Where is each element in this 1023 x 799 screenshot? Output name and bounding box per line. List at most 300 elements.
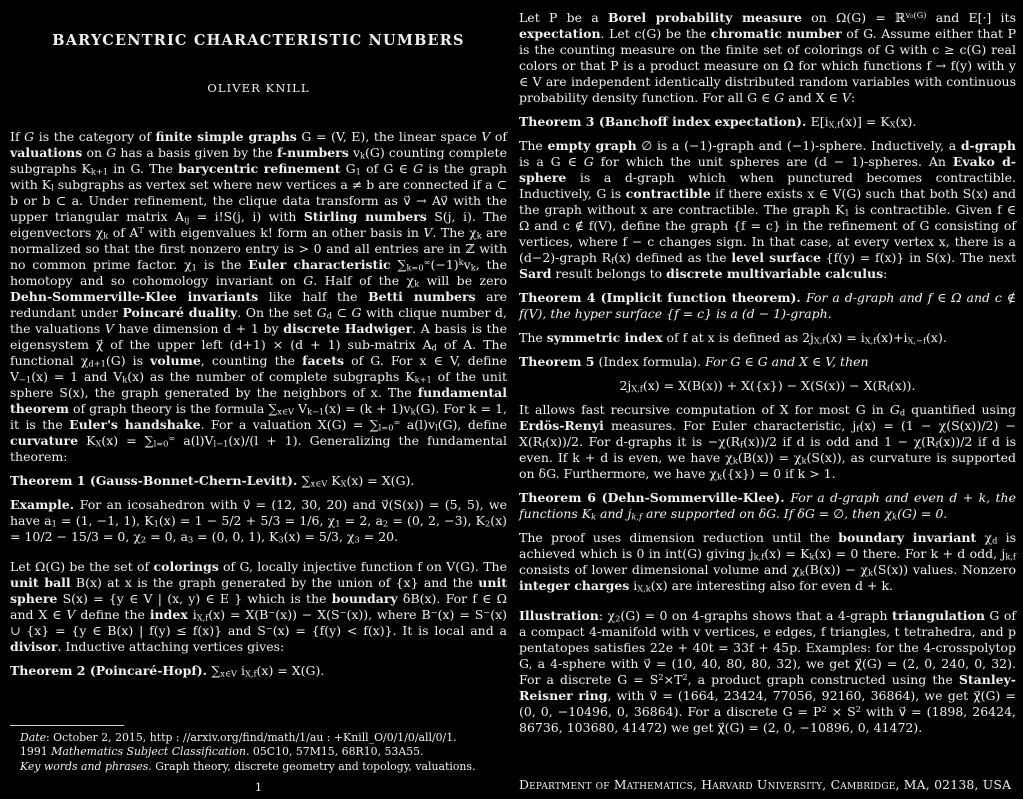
text-run: (S(x)) values. Nonzero xyxy=(873,562,1016,577)
text-run: (x) as the number of complete subgraphs K xyxy=(127,369,415,384)
text-run: {f(y) = f(x)} in S(x). The next xyxy=(820,250,1016,265)
text-run: − xyxy=(339,606,347,617)
text-run: : xyxy=(883,266,888,281)
text-run: (x). xyxy=(895,114,917,129)
text-run: 1 xyxy=(51,518,57,529)
text-run: Sard xyxy=(519,266,552,281)
footnote-keywords xyxy=(10,760,507,775)
text-run: Let P be a xyxy=(519,10,608,25)
text-run: : October 2, 2015, http : //arxiv.org/find/math/1/au : +Knill_O/0/1/0/all/0/1. xyxy=(46,730,457,744)
text-run: d-graph xyxy=(960,138,1016,153)
text-run: V xyxy=(841,90,851,105)
text-run: (x))/2 if d is odd and 1 − χ(R xyxy=(743,434,936,449)
text-run: . Let c(G) be the xyxy=(600,26,711,41)
text-run: It allows fast recursive computation of X for most G in xyxy=(519,402,890,417)
text-run: × S xyxy=(826,704,856,719)
text-run: Mathematics Subject Classification xyxy=(51,745,246,758)
text-run: G xyxy=(583,154,594,169)
text-run: is a d-graph which when punctured becomes contractible. Inductively, G is xyxy=(519,170,1016,201)
page-number: 1 xyxy=(254,780,263,794)
text-run: Poincaré duality xyxy=(122,305,238,320)
text-run: (B(x)) = χ xyxy=(737,450,802,465)
text-run: − xyxy=(430,606,438,617)
text-run: = (0, 0, 1), K xyxy=(193,529,279,544)
text-run: facets xyxy=(302,353,345,368)
text-run: G xyxy=(889,402,900,417)
text-run: l=0 xyxy=(153,438,169,449)
text-run: colorings xyxy=(153,559,219,574)
text-run: X xyxy=(340,478,347,489)
text-run: χ xyxy=(976,530,993,545)
text-run: v₀(G) xyxy=(905,9,927,20)
text-run: of G. Assume either that P is the counting measure on the finite set of colorings of G with c ≥ c(G) real colors or that P is a product measure on Ω for which functions f → f(y) with y ∈ V are independent identically distributed random variables with continuous probability density function. For all G ∈ xyxy=(519,26,1017,105)
text-run: Illustration xyxy=(519,608,599,623)
text-run: Betti numbers xyxy=(368,289,476,304)
text-run: k,f xyxy=(1005,551,1016,562)
text-run: 2j xyxy=(619,378,632,393)
text-run: 1 xyxy=(335,518,341,529)
text-run: − xyxy=(483,606,491,617)
text-run: = (0, 2, −3), K xyxy=(388,513,485,528)
text-run: v xyxy=(463,257,471,272)
text-run: = 2, a xyxy=(340,513,383,528)
text-run: Theorem 3 (Banchoff index expectation). xyxy=(519,114,811,129)
text-run: k xyxy=(892,511,898,522)
text-run: of xyxy=(490,129,507,144)
text-run: , the homotopy and so cohomology invariant on xyxy=(10,257,507,288)
text-run: 2 xyxy=(682,671,688,682)
intro-paragraph xyxy=(10,129,507,465)
text-run: are normalized so that the first nonzero entry is > 0 and all entries are in ℤ with no common prime factor. χ xyxy=(10,225,508,272)
right-column-blocks xyxy=(519,0,1016,736)
symmetric-index-line xyxy=(519,330,1016,346)
illustration-paragraph xyxy=(519,608,1016,736)
left-column-blocks xyxy=(10,129,507,679)
text-run: unit ball xyxy=(10,575,71,590)
text-run: (G) = 0 on 4-graphs shows that a 4-graph xyxy=(620,608,893,623)
text-run: and X ∈ xyxy=(784,90,842,105)
text-run: will be zero xyxy=(419,273,507,288)
text-run: (x) = (k + 1)v xyxy=(324,401,411,416)
text-run: and j xyxy=(596,506,632,521)
text-run: boundary invariant xyxy=(838,530,977,545)
text-run: = 20. xyxy=(359,529,399,544)
text-run: v xyxy=(348,145,361,160)
theorem-5 xyxy=(519,354,1016,370)
text-run: 2 xyxy=(382,518,389,529)
text-run: result belongs to xyxy=(551,266,667,281)
text-run: , counting the xyxy=(200,353,303,368)
text-run: are supported on δG. If δG = ∅, then χ xyxy=(642,506,893,521)
text-run: Key words and phrases xyxy=(20,759,149,773)
text-run: k xyxy=(799,567,805,578)
text-run: index xyxy=(149,607,188,622)
text-run: V xyxy=(104,321,114,336)
text-run: d xyxy=(992,535,998,546)
text-run: For an icosahedron with v⃗ = (12, 30, 20) and v⃗(S(x)) = (5, 5), we have a xyxy=(10,497,508,528)
text-run: (x) ∪ {x} = {y ∈ B(x) | f(y) ≤ f(x)} and S xyxy=(10,607,508,638)
text-run: G xyxy=(774,90,785,105)
text-run: . On the set xyxy=(237,305,317,320)
text-run: . Graph theory, discrete geometry and topology, valuations. xyxy=(148,759,476,773)
text-run: 2 xyxy=(658,671,664,682)
text-run: f xyxy=(935,439,939,450)
text-run: (x)). xyxy=(889,378,916,393)
text-run: (x) = S xyxy=(437,607,484,622)
text-run: If xyxy=(10,129,25,144)
text-run: ∑ xyxy=(301,473,311,488)
text-run: k xyxy=(103,230,109,241)
text-run: valuations xyxy=(10,145,83,160)
text-run: : χ xyxy=(598,608,616,623)
theorem-2 xyxy=(10,663,507,679)
text-run: discrete multivariable calculus xyxy=(666,266,884,281)
department-line: Department of Mathematics, Harvard University, Cambridge, MA, 02138, USA xyxy=(519,777,1012,792)
theorem-4 xyxy=(519,290,1016,322)
colorings-paragraph xyxy=(10,559,507,655)
text-run: = i!S(j, i) with xyxy=(189,209,304,224)
text-run: is the category of xyxy=(34,129,156,144)
text-run: (x) = 1 − 5/2 + 5/3 = 1/6, χ xyxy=(158,513,336,528)
text-run: X,f xyxy=(864,335,877,346)
text-run: (B(x)) − χ xyxy=(804,562,869,577)
text-run: (x) = X(B xyxy=(208,607,269,622)
text-run: and E[·] its xyxy=(926,10,1016,25)
text-run: − xyxy=(265,622,273,633)
text-run: K xyxy=(327,473,341,488)
text-run: l−1 xyxy=(213,438,229,449)
text-run: Theorem 6 (Dehn-Sommerville-Klee). xyxy=(519,490,791,505)
text-run: X xyxy=(889,119,896,130)
text-run: K xyxy=(78,433,96,448)
text-run: (x) = 0 there. For k + d odd, j xyxy=(814,546,1006,561)
text-run: ×T xyxy=(663,672,683,687)
text-run: k=0 xyxy=(406,262,424,273)
text-run: G xyxy=(340,161,356,176)
text-run: k xyxy=(122,374,128,385)
text-run: k xyxy=(360,150,366,161)
text-run: (x) = {f(y) < f(x)}. It is local and a xyxy=(272,623,507,638)
text-run: δB(x). For f ∈ Ω and X ∈ xyxy=(10,591,507,622)
text-run: k+1 xyxy=(90,166,109,177)
text-run: i xyxy=(236,663,245,678)
theorem-6 xyxy=(519,490,1016,522)
text-run: T xyxy=(138,224,144,235)
text-run: is contractible. Given f ∈ Ω and c ∉ f(V), define the graph {f = c} in the refinement of G consisting of vertices, where f − c changes sign. In that case, at every vertex x, there is a (d−2)-graph R xyxy=(519,202,1016,265)
text-run: Let Ω(G) be the set of xyxy=(10,559,154,574)
text-run: The xyxy=(519,330,547,345)
text-run: ⊂ xyxy=(332,305,352,320)
paper-author: OLIVER KNILL xyxy=(207,81,310,95)
text-run: divisor xyxy=(10,639,58,654)
text-run: X,k xyxy=(637,583,651,594)
text-run: like half the xyxy=(258,289,369,304)
text-run: in G. The xyxy=(108,161,179,176)
text-run: (G) is xyxy=(105,353,151,368)
text-run: of G ∈ xyxy=(360,161,414,176)
text-run: Theorem 2 (Poincaré-Hopf). xyxy=(10,663,212,678)
text-run: ∞ xyxy=(423,256,431,267)
text-run: ∞ xyxy=(393,416,401,427)
text-run: is achieved which is 0 in int(G) giving j xyxy=(519,530,1016,561)
text-run: (x) = K xyxy=(764,546,810,561)
text-run: S(j, i). The eigenvectors χ xyxy=(10,209,508,240)
text-run: X,f xyxy=(196,612,209,623)
text-run: volume xyxy=(150,353,201,368)
text-run: k xyxy=(470,262,476,273)
text-run: have dimension d + 1 by xyxy=(113,321,284,336)
text-run: G of a compact 4-manifold with v vertices, e edges, f triangles, t tetrahedra, and p pentatopes satisfies 22e + 40t = 33f + 45p. Examples: for the 4-crosspolytop G, a 4-sphere with v⃗ = (10, 40, 80, 80, 32), we get χ⃗(G) = (2, 0, 240, 0, 32). For a discrete G = S xyxy=(519,608,1017,687)
theorem-1 xyxy=(10,473,507,489)
text-run: k xyxy=(801,455,807,466)
text-run: i xyxy=(629,578,638,593)
text-run: (x)/(l + 1). Generalizing the fundamental theorem: xyxy=(10,433,507,464)
borel-paragraph xyxy=(519,10,1016,106)
text-run: For a d-graph and even d + k, the functions K xyxy=(519,490,1016,521)
text-run: f-numbers xyxy=(276,145,349,160)
text-run: (x)] = K xyxy=(840,114,890,129)
text-run: 3 xyxy=(187,534,194,545)
text-run: ∑ xyxy=(211,663,221,678)
text-run: . For a valuation X(G) = ∑ xyxy=(200,417,379,432)
text-run: ({x}) = 0 if k > 1. xyxy=(722,466,836,481)
text-run: (x) = 5/3, χ xyxy=(283,529,355,544)
text-run: (G) counting complete subgraphs K xyxy=(10,145,507,176)
text-run: 1 xyxy=(844,207,850,218)
text-run: G xyxy=(24,129,35,144)
proof-paragraph xyxy=(519,530,1016,594)
text-run: Euler characteristic xyxy=(248,257,391,272)
text-run: f xyxy=(856,423,860,434)
text-run: if there exists x ∈ V(G) such that both S(x) and the graph without x are contractible. The graph K xyxy=(519,186,1016,217)
text-run: with clique number d, the valuations xyxy=(10,305,507,336)
text-run: define the xyxy=(75,607,150,622)
text-run: Theorem 5 xyxy=(519,354,595,369)
text-run: x∈V xyxy=(277,406,294,417)
text-run: . A basis is the eigensystem χ⃗ of the upper left (d+1) × (d + 1) sub-matrix A xyxy=(10,321,507,352)
text-run: G xyxy=(316,305,327,320)
text-run: , with v⃗ = (1664, 23424, 77056, 92160, 36864), we get χ⃗(G) = (0, 0, −10496, 0, 36864). For a discrete G = P xyxy=(519,688,1016,719)
text-run: boundary xyxy=(331,591,398,606)
text-run: (x) = X(B(x)) + X({x}) − X(S(x)) − X(R xyxy=(642,378,887,393)
text-run: barycentric refinement xyxy=(178,161,341,176)
text-run: (x) are interesting also for even d + k. xyxy=(650,578,893,593)
right-column xyxy=(519,0,1016,799)
text-run: G = (V, E), the linear space xyxy=(296,129,482,144)
text-run: V xyxy=(423,225,433,240)
text-run: a(l)V xyxy=(175,433,214,448)
text-run: expectation xyxy=(519,26,601,41)
text-run: ∑ xyxy=(390,257,407,272)
footnote-date xyxy=(10,731,507,746)
example-block xyxy=(10,497,507,545)
text-run: (−1) xyxy=(430,257,459,272)
text-run: (Index formula). xyxy=(594,354,706,369)
text-run: (x)), where B xyxy=(346,607,431,622)
text-run: with eigenvalues k! form an other basis in xyxy=(143,225,424,240)
text-run: X,f xyxy=(244,668,257,679)
theorem-3 xyxy=(519,114,1016,130)
text-run: has a basis given by the xyxy=(116,145,277,160)
text-run: G xyxy=(351,305,362,320)
text-run: symmetric index xyxy=(546,330,663,345)
text-run: Evako d-sphere xyxy=(519,154,1016,185)
text-run: k+1 xyxy=(414,374,432,385)
text-run: d xyxy=(431,342,437,353)
text-run: unit sphere xyxy=(10,575,507,606)
text-run: (x) = ∑ xyxy=(101,433,154,448)
text-run: V xyxy=(481,129,491,144)
text-run: = (1, −1, 1), K xyxy=(56,513,154,528)
text-run: Erdös-Renyi xyxy=(519,418,604,433)
text-run: −1 xyxy=(19,374,32,385)
text-run: X,f xyxy=(813,335,826,346)
paper-title: BARYCENTRIC CHARACTERISTIC NUMBERS xyxy=(52,32,465,49)
text-run: For a d-graph and f ∈ Ω and c ∉ f(V), the hyper surface {f = c} is a (d − 1)-graph. xyxy=(519,290,1016,321)
text-run: d+1 xyxy=(88,358,106,369)
text-run: (x) = i xyxy=(825,330,865,345)
text-run: on xyxy=(82,145,107,160)
text-run: Theorem 4 (Implicit function theorem). xyxy=(519,290,807,305)
text-run: The xyxy=(519,138,548,153)
text-run: curvature xyxy=(10,433,79,448)
text-run: discrete Hadwiger xyxy=(283,321,413,336)
text-run: x∈V xyxy=(310,478,328,489)
footnote-msc xyxy=(10,745,507,760)
text-run: (x))/2 if d is even. If k + d is even, we have χ xyxy=(519,434,1016,465)
text-run: d xyxy=(899,407,906,418)
text-run: (x) = (1 − χ(S(x))/2) − X(R xyxy=(519,418,1016,449)
text-run: X,−f xyxy=(907,335,927,346)
text-run: = 0, a xyxy=(146,529,188,544)
text-run: k xyxy=(458,256,464,267)
text-run: contractible xyxy=(625,186,711,201)
text-run: Dehn-Sommerville-Klee invariants xyxy=(10,289,259,304)
index-computation-paragraph xyxy=(519,402,1016,482)
text-run: is a G ∈ xyxy=(519,154,584,169)
text-run: . Inductive attaching vertices gives: xyxy=(57,639,285,654)
text-run: : xyxy=(850,90,856,105)
text-run: (G) = 0. xyxy=(897,506,948,521)
text-run: a(l)v xyxy=(400,417,436,432)
text-run: k xyxy=(591,511,597,522)
text-run: of f at x is defined as 2j xyxy=(662,330,814,345)
text-run: 2 xyxy=(615,613,621,624)
text-run: chromatic number xyxy=(710,26,842,41)
text-run: k,f xyxy=(631,511,643,522)
text-run: f xyxy=(542,439,546,450)
text-run: of G, locally injective function f on V(G). The xyxy=(218,559,507,574)
left-footer xyxy=(10,725,507,796)
text-run: are redundant under xyxy=(10,289,507,320)
text-run: (S(x)), as curvature is supported on δG. Furthermore, we have χ xyxy=(519,450,1016,481)
text-run: with v⃗ = (1898, 26424, 86736, 103680, 41472) we get χ⃗(G) = (2, 0, −10896, 0, 41472). xyxy=(519,704,1016,735)
text-run: of A xyxy=(108,225,139,240)
text-run: k xyxy=(809,551,815,562)
text-run: is the graph with K xyxy=(10,161,507,192)
text-run: for which the unit spheres are (d − 1)-spheres. An xyxy=(593,154,953,169)
text-run: S(x) = {y ∈ V | (x, y) ∈ E } which is the xyxy=(57,591,332,606)
dgraph-paragraph xyxy=(519,138,1016,282)
text-run: l=0 xyxy=(378,422,394,433)
text-run: k xyxy=(732,455,738,466)
text-run: on Ω(G) = ℝ xyxy=(801,10,906,25)
footnote-section xyxy=(10,731,507,775)
text-run: l xyxy=(51,182,54,193)
text-run: f xyxy=(611,255,615,266)
text-run: k,f xyxy=(753,551,765,562)
text-run: V xyxy=(294,401,308,416)
text-run: 1 xyxy=(191,262,197,273)
text-run: of G. For x ∈ V, define V xyxy=(10,353,507,384)
text-run: (x)+i xyxy=(876,330,908,345)
text-run: subgraphs as vertex set where new vertices a ≠ b are connected if a ⊂ b or b ⊂ a. Under refinement, the clique data transform as v⃗ → Av⃗ with the upper triangular matrix A xyxy=(10,177,507,224)
text-run: of A. The functional χ xyxy=(10,337,507,368)
text-run: f xyxy=(740,439,744,450)
text-run: The proof uses dimension reduction until the xyxy=(519,530,839,545)
text-run: ∅ is a (−1)-graph and (−1)-sphere. Inductively, a xyxy=(636,138,961,153)
text-run: (G). For k = 1, it is the xyxy=(10,401,507,432)
text-run: k xyxy=(868,567,874,578)
text-run: x∈V xyxy=(220,668,237,679)
text-run: integer charges xyxy=(519,578,630,593)
text-run: B(x) at x is the graph generated by the union of {x} and the xyxy=(70,575,479,590)
text-run: (x))/2. For d-graphs it is −χ(R xyxy=(545,434,741,449)
text-run: X xyxy=(95,438,102,449)
text-run: finite simple graphs xyxy=(155,129,297,144)
text-run: (x) = X(G). xyxy=(346,473,415,488)
text-run: triangulation xyxy=(892,608,985,623)
text-run: (x) defined as the xyxy=(614,250,732,265)
text-run: Stirling numbers xyxy=(303,209,427,224)
text-run: 1 xyxy=(355,166,361,177)
text-run: . 05C10, 57M15, 68R10, 53A55. xyxy=(245,745,424,758)
text-run: fundamental theorem xyxy=(10,385,507,416)
text-run: 2 xyxy=(140,534,147,545)
text-run: (x) = 1 and V xyxy=(31,369,123,384)
text-run: d xyxy=(326,310,333,321)
text-run: ∞ xyxy=(168,432,176,443)
text-run: , a product graph constructed using the xyxy=(687,672,959,687)
text-run: . The χ xyxy=(432,225,477,240)
text-run: l xyxy=(435,422,438,433)
text-run: quantified using xyxy=(905,402,1017,417)
text-run: Theorem 1 (Gauss-Bonnet-Chern-Levitt). xyxy=(10,473,302,488)
text-run: G xyxy=(303,273,314,288)
text-run: consists of lower dimensional volume and χ xyxy=(519,562,800,577)
text-run: (G), define xyxy=(437,417,508,432)
text-run: f xyxy=(886,383,890,394)
text-run: k xyxy=(414,278,420,289)
text-run: empty graph xyxy=(547,138,637,153)
text-run: k xyxy=(717,471,722,482)
text-run: Euler's handshake xyxy=(69,417,201,432)
text-run: 3 xyxy=(278,534,284,545)
text-run: (x). xyxy=(926,330,947,345)
text-run: 1991 xyxy=(20,745,52,758)
text-run: level surface xyxy=(731,250,821,265)
text-run: V xyxy=(66,607,76,622)
text-run: Example. xyxy=(10,497,80,512)
text-run: 2 xyxy=(855,703,861,714)
text-run: k−1 xyxy=(307,406,325,417)
text-run: (x)) − X(S xyxy=(275,607,340,622)
text-run: 3 xyxy=(354,534,360,545)
text-run: G xyxy=(413,161,424,176)
text-run: E[i xyxy=(810,114,829,129)
text-run: . Half of the χ xyxy=(313,273,415,288)
text-run: i xyxy=(187,607,197,622)
